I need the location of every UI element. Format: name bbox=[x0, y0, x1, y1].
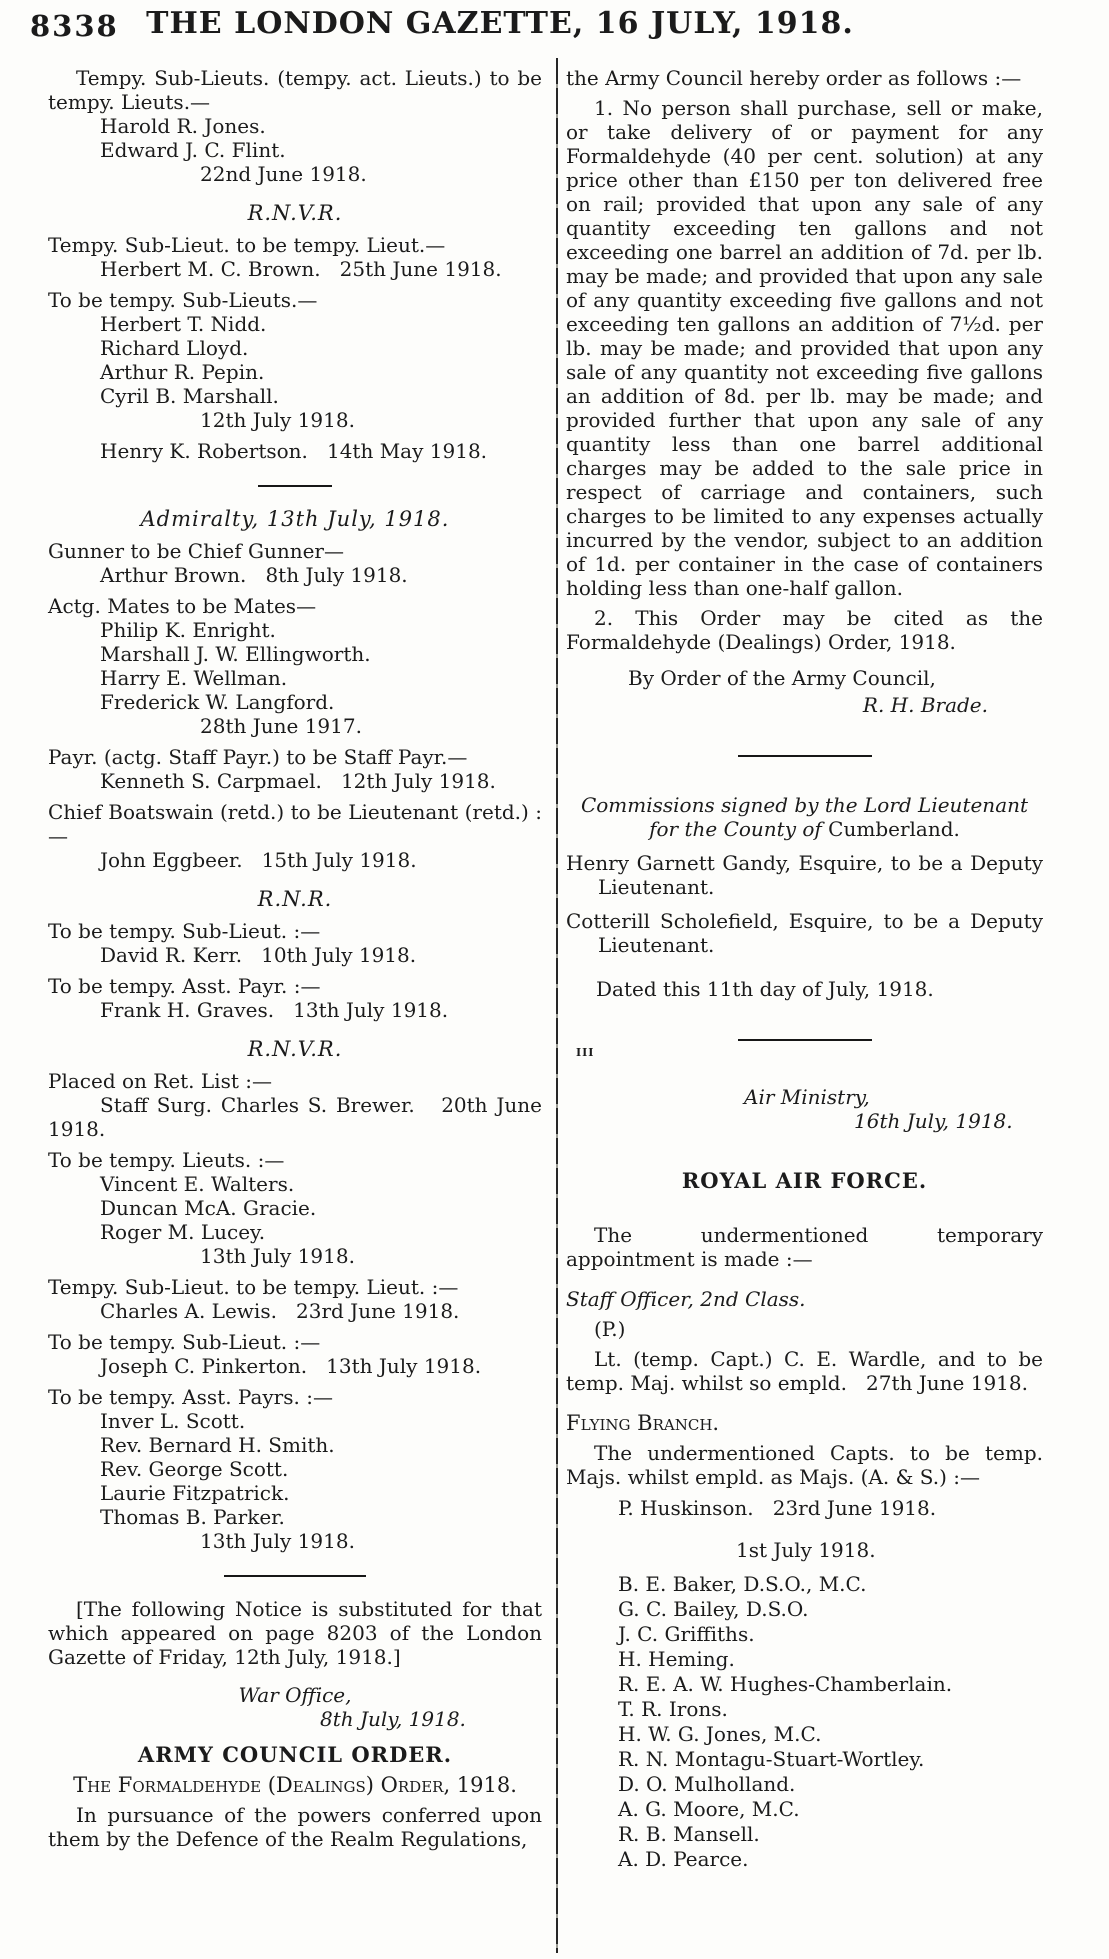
commissions-heading-prefix: for the County of bbox=[649, 817, 829, 841]
appointment-intro: To be tempy. Sub-Lieut. :— bbox=[48, 919, 321, 943]
officer-name: A. D. Pearce. bbox=[618, 1847, 749, 1871]
date-line: 12th July 1918. bbox=[200, 408, 355, 432]
army-council-order-title: ARMY COUNCIL ORDER. bbox=[137, 1742, 453, 1767]
officer-name: Herbert T. Nidd. bbox=[100, 312, 267, 336]
date-line: 28th June 1917. bbox=[200, 714, 362, 738]
air-ministry-heading: Air Ministry, bbox=[744, 1085, 870, 1109]
by-order-line: By Order of the Army Council, bbox=[628, 666, 936, 690]
appointment-intro: Tempy. Sub-Lieut. to be tempy. Lieut. :— bbox=[48, 1275, 459, 1299]
officer-name: A. G. Moore, M.C. bbox=[618, 1797, 800, 1821]
order-lead-line: the Army Council hereby order as follows :— bbox=[566, 66, 1022, 90]
officer-name: Rev. George Scott. bbox=[100, 1457, 289, 1481]
gazette-title: THE LONDON GAZETTE, 16 JULY, 1918. bbox=[146, 6, 854, 41]
appointment-intro: Actg. Mates to be Mates— bbox=[48, 594, 317, 618]
formaldehyde-order-subtitle: The Formaldehyde (Dealings) Order, 1918. bbox=[73, 1773, 517, 1797]
date-line: 13th July 1918. bbox=[200, 1529, 355, 1553]
wardle-appointment: Lt. (temp. Capt.) C. E. Wardle, and to be temp. Maj. whilst so empld. 27th June 1918. bbox=[566, 1347, 1043, 1395]
officer-name: Cyril B. Marshall. bbox=[100, 384, 279, 408]
officer-name: Laurie Fitzpatrick. bbox=[100, 1481, 290, 1505]
commissions-heading bbox=[566, 793, 1043, 841]
officer-name: H. Heming. bbox=[618, 1647, 735, 1671]
appointment-intro: To be tempy. Lieuts. :— bbox=[48, 1148, 285, 1172]
dated-line: Dated this 11th day of July, 1918. bbox=[596, 977, 934, 1001]
section-divider-rule bbox=[224, 1575, 366, 1577]
section-divider-rule bbox=[258, 485, 332, 487]
date-heading: 1st July 1918. bbox=[736, 1538, 876, 1562]
officer-name: D. O. Mulholland. bbox=[618, 1772, 796, 1796]
commissions-heading-line2 bbox=[566, 817, 1043, 841]
officer-name: Harry E. Wellman. bbox=[100, 666, 288, 690]
officer-name: Richard Lloyd. bbox=[100, 336, 249, 360]
officer-name: Roger M. Lucey. bbox=[100, 1220, 266, 1244]
right-column bbox=[566, 66, 1043, 1872]
officer-name: Herbert M. C. Brown. 25th June 1918. bbox=[100, 257, 502, 281]
officer-name: J. C. Griffiths. bbox=[618, 1622, 755, 1646]
commission-entry: Henry Garnett Gandy, Esquire, to be a Deputy Lieutenant. bbox=[566, 851, 1043, 899]
officer-name: Henry K. Robertson. 14th May 1918. bbox=[100, 439, 488, 463]
officer-name: Inver L. Scott. bbox=[100, 1409, 246, 1433]
section-heading-rnr: R.N.R. bbox=[257, 887, 333, 911]
p-designation: (P.) bbox=[594, 1317, 626, 1341]
officer-name: R. N. Montagu-Stuart-Wortley. bbox=[618, 1747, 925, 1771]
officer-name: H. W. G. Jones, M.C. bbox=[618, 1722, 822, 1746]
order-clause-1: 1. No person shall purchase, sell or make, or take delivery of or payment for any Formaldehyde (40 per cent. solution) at any price other than £150 per ton delivered free on rail; provided that upon any sale of any quantity exceeding ten gallons and not exceeding one barrel an addition of 7d. per lb. may be made; and provided that upon any sale of any quantity exceeding five gallons and not exceeding ten gallons an addition of 7½d. per lb. may be made; and provided that upon any sale of any quantity not exceeding five gallons an addition of 8d. per lb. may be made; and provided further that upon any sale of any quantity less than one barrel additional charges may be added to the sale price in respect of carriage and containers, such charges to be limited to any expenses actually incurred by the vendor, subject to an addition of 1d. per container in the case of containers holding less than one-half gallon. bbox=[566, 96, 1043, 600]
officer-name: David R. Kerr. 10th July 1918. bbox=[100, 943, 417, 967]
officer-name: Arthur Brown. 8th July 1918. bbox=[100, 563, 408, 587]
officer-name: Edward J. C. Flint. bbox=[100, 138, 286, 162]
officer-name: T. R. Irons. bbox=[618, 1697, 728, 1721]
capts-paragraph: The undermentioned Capts. to be temp. Majs. whilst empld. as Majs. (A. & S.) :— bbox=[566, 1441, 1043, 1489]
appointment-intro: To be tempy. Asst. Payrs. :— bbox=[48, 1385, 333, 1409]
order-clause-2: 2. This Order may be cited as the Formaldehyde (Dealings) Order, 1918. bbox=[566, 606, 1043, 654]
commissions-heading-line1: Commissions signed by the Lord Lieutenant bbox=[580, 793, 1029, 817]
officer-name: Philip K. Enright. bbox=[100, 618, 276, 642]
page-number: 8338 bbox=[30, 9, 119, 43]
officer-name: R. E. A. W. Hughes-Chamberlain. bbox=[618, 1672, 953, 1696]
section-heading-rnvr: R.N.V.R. bbox=[247, 1037, 343, 1061]
appointment-intro: Placed on Ret. List :— bbox=[48, 1069, 272, 1093]
appointment-intro: To be tempy. Asst. Payr. :— bbox=[48, 974, 321, 998]
column-divider bbox=[556, 58, 558, 1953]
appointment-intro: Payr. (actg. Staff Payr.) to be Staff Payr.— bbox=[48, 745, 468, 769]
war-office-heading: War Office, bbox=[238, 1683, 352, 1707]
officer-name: Kenneth S. Carpmael. 12th July 1918. bbox=[100, 769, 496, 793]
appointment-intro: Gunner to be Chief Gunner— bbox=[48, 539, 344, 563]
appointment-intro: To be tempy. Sub-Lieut. :— bbox=[48, 1330, 321, 1354]
officer-name: Duncan McA. Gracie. bbox=[100, 1196, 317, 1220]
officer-name: Frank H. Graves. 13th July 1918. bbox=[100, 998, 449, 1022]
officer-name: John Eggbeer. 15th July 1918. bbox=[100, 848, 417, 872]
officer-name: P. Huskinson. 23rd June 1918. bbox=[618, 1496, 937, 1520]
printers-margin-mark: III bbox=[576, 1046, 595, 1059]
war-office-date: 8th July, 1918. bbox=[320, 1707, 466, 1731]
officer-name: G. C. Bailey, D.S.O. bbox=[618, 1597, 809, 1621]
officer-name: Charles A. Lewis. 23rd June 1918. bbox=[100, 1299, 460, 1323]
officer-name: Vincent E. Walters. bbox=[100, 1172, 295, 1196]
appointment-intro: Tempy. Sub-Lieut. to be tempy. Lieut.— bbox=[48, 233, 446, 257]
pursuance-paragraph: In pursuance of the powers conferred upon them by the Defence of the Realm Regulations, bbox=[48, 1803, 542, 1851]
officer-name: Marshall J. W. Ellingworth. bbox=[100, 642, 371, 666]
officer-name: Joseph C. Pinkerton. 13th July 1918. bbox=[100, 1354, 482, 1378]
substitution-notice: [The following Notice is substituted for that which appeared on page 8203 of the London Gazette of Friday, 12th July, 1918.] bbox=[48, 1597, 542, 1669]
appointment-intro: Chief Boatswain (retd.) to be Lieutenant (retd.) :— bbox=[48, 800, 542, 848]
raf-title: ROYAL AIR FORCE. bbox=[681, 1168, 928, 1193]
staff-officer-heading: Staff Officer, 2nd Class. bbox=[566, 1287, 806, 1311]
appointment-intro: To be tempy. Sub-Lieuts.— bbox=[48, 288, 318, 312]
officer-name: Arthur R. Pepin. bbox=[100, 360, 265, 384]
air-ministry-date: 16th July, 1918. bbox=[854, 1109, 1013, 1133]
officer-name: Thomas B. Parker. bbox=[100, 1505, 285, 1529]
officer-name: Rev. Bernard H. Smith. bbox=[100, 1433, 335, 1457]
commissions-county: Cumberland. bbox=[828, 817, 960, 841]
officer-name: Frederick W. Langford. bbox=[100, 690, 335, 714]
date-line: 22nd June 1918. bbox=[200, 162, 367, 186]
section-heading-admiralty: Admiralty, 13th July, 1918. bbox=[140, 507, 450, 531]
section-heading-rnvr: R.N.V.R. bbox=[247, 201, 343, 225]
raf-appointment-paragraph: The undermentioned temporary appointment is made :— bbox=[566, 1223, 1043, 1271]
officer-name: R. B. Mansell. bbox=[618, 1822, 760, 1846]
left-column bbox=[48, 66, 542, 1851]
flying-branch-heading: Flying Branch. bbox=[566, 1411, 720, 1435]
appointment-intro: Tempy. Sub-Lieuts. (tempy. act. Lieuts.) to be tempy. Lieuts.— bbox=[48, 66, 542, 114]
officer-name: Staff Surg. Charles S. Brewer. 20th June 1918. bbox=[48, 1093, 542, 1141]
section-divider-rule bbox=[738, 1039, 872, 1041]
commission-entry: Cotterill Scholefield, Esquire, to be a Deputy Lieutenant. bbox=[566, 909, 1043, 957]
date-line: 13th July 1918. bbox=[200, 1244, 355, 1268]
officer-name: Harold R. Jones. bbox=[100, 114, 266, 138]
signature: R. H. Brade. bbox=[862, 693, 988, 717]
officer-name: B. E. Baker, D.S.O., M.C. bbox=[618, 1572, 867, 1596]
section-divider-rule bbox=[738, 755, 872, 757]
